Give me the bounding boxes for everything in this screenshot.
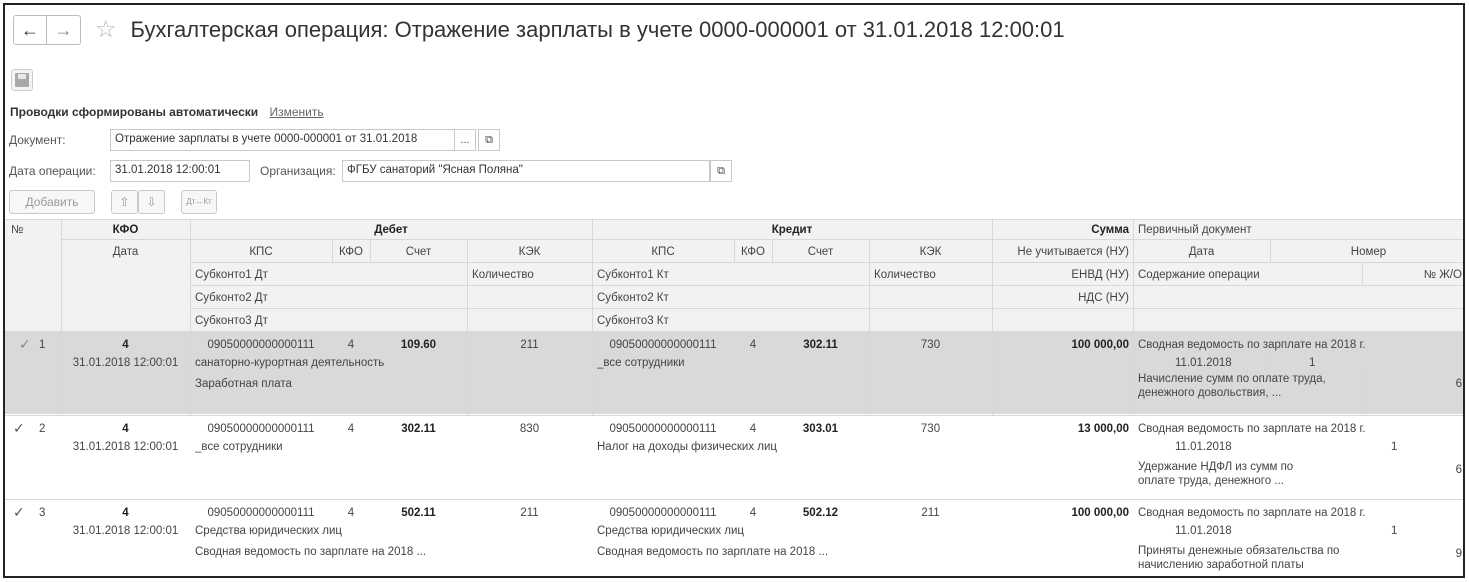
row-date: 31.01.2018 12:00:01 bbox=[72, 357, 179, 369]
organization-label: Организация: bbox=[260, 164, 336, 178]
row-kt-subconto1: _все сотрудники bbox=[597, 357, 685, 369]
row-doc-number: 1 bbox=[1309, 357, 1316, 369]
header-no: № bbox=[11, 224, 24, 236]
row-kfo: 4 bbox=[122, 507, 129, 519]
header-doc-number: Номер bbox=[1350, 246, 1387, 258]
header-subconto1-kt: Субконто1 Кт bbox=[597, 269, 669, 281]
organization-field[interactable]: ФГБУ санаторий "Ясная Поляна" bbox=[342, 160, 710, 182]
row-dt-kps: 09050000000000111 bbox=[207, 339, 315, 351]
header-kt-quantity: Количество bbox=[874, 269, 936, 281]
row-content: Приняты денежные обязательства по начислению заработной платы bbox=[1138, 545, 1340, 571]
arrow-right-icon: → bbox=[54, 19, 73, 40]
page-title: Бухгалтерская операция: Отражение зарплаты в учете 0000-000001 от 31.01.2018 12:00:01 bbox=[130, 17, 1065, 42]
row-journal-no: 6 bbox=[1455, 464, 1462, 476]
row-dt-subconto1: _все сотрудники bbox=[195, 441, 283, 453]
header-envd: ЕНВД (НУ) bbox=[1071, 269, 1129, 281]
document-select-button[interactable] bbox=[454, 129, 476, 151]
save-button[interactable] bbox=[11, 69, 33, 91]
row-doc-title: Сводная ведомость по зарплате на 2018 г. bbox=[1138, 339, 1366, 351]
row-dt-account: 302.11 bbox=[401, 423, 436, 435]
move-down-button[interactable] bbox=[138, 190, 165, 214]
header-debit: Дебет bbox=[374, 224, 408, 236]
document-open-button[interactable] bbox=[478, 129, 500, 151]
open-window-icon: ⧉ bbox=[485, 133, 493, 146]
arrow-left-icon: ← bbox=[21, 19, 39, 40]
checkmark-icon[interactable]: ✓ bbox=[13, 420, 25, 436]
header-dt-kfo: КФО bbox=[339, 246, 363, 258]
header-kt-kfo: КФО bbox=[741, 246, 765, 258]
header-dt-kek: КЭК bbox=[518, 246, 541, 258]
row-dt-kfo: 4 bbox=[347, 339, 355, 351]
title-bar bbox=[13, 15, 1065, 45]
row-sum: 13 000,00 bbox=[1077, 423, 1129, 435]
row-kt-kfo: 4 bbox=[749, 423, 757, 435]
row-kfo: 4 bbox=[122, 423, 129, 435]
row-journal-no: 9 bbox=[1455, 548, 1462, 560]
header-kfo: КФО bbox=[112, 224, 139, 236]
row-kt-subconto1: Налог на доходы физических лиц bbox=[597, 441, 778, 453]
row-dt-kfo: 4 bbox=[347, 507, 355, 519]
header-dt-account: Счет bbox=[405, 246, 432, 258]
row-kt-kps: 09050000000000111 bbox=[609, 423, 717, 435]
header-dt-quantity: Количество bbox=[472, 269, 534, 281]
star-icon[interactable]: ☆ bbox=[95, 16, 117, 43]
row-kt-account: 303.01 bbox=[802, 423, 839, 435]
header-kt-account: Счет bbox=[807, 246, 834, 258]
checkmark-icon[interactable]: ✓ bbox=[19, 336, 31, 352]
row-dt-subconto2: Сводная ведомость по зарплате на 2018 ... bbox=[195, 546, 427, 558]
arrow-up-icon: ⇧ bbox=[119, 195, 130, 209]
row-kt-kek: 730 bbox=[920, 423, 941, 435]
change-link[interactable]: Изменить bbox=[269, 105, 324, 119]
document-label: Документ: bbox=[9, 133, 66, 147]
row-dt-kps: 09050000000000111 bbox=[207, 423, 315, 435]
row-kt-kps: 09050000000000111 bbox=[609, 339, 717, 351]
row-journal-no: 6 bbox=[1455, 378, 1462, 390]
header-primary-doc: Первичный документ bbox=[1138, 224, 1252, 236]
row-dt-account: 109.60 bbox=[400, 339, 437, 351]
row-kt-kps: 09050000000000111 bbox=[609, 507, 717, 519]
row-doc-number: 1 bbox=[1391, 441, 1398, 453]
row-number: 2 bbox=[39, 423, 46, 435]
header-subconto3-kt: Субконто3 Кт bbox=[597, 315, 669, 327]
row-doc-date: 11.01.2018 bbox=[1175, 525, 1232, 537]
status-line bbox=[10, 105, 324, 119]
forward-button[interactable] bbox=[47, 15, 81, 45]
row-kt-account: 502.12 bbox=[802, 507, 839, 519]
header-kt-kps: КПС bbox=[651, 246, 675, 258]
header-credit: Кредит bbox=[771, 224, 813, 236]
row-kt-subconto2: Сводная ведомость по зарплате на 2018 ... bbox=[597, 546, 829, 558]
row-kt-kfo: 4 bbox=[749, 339, 757, 351]
row-dt-kek: 211 bbox=[520, 507, 539, 519]
row-kt-kek: 211 bbox=[921, 507, 940, 519]
header-journal-no: № Ж/О bbox=[1423, 269, 1462, 281]
add-button[interactable] bbox=[9, 190, 95, 214]
row-dt-kfo: 4 bbox=[347, 423, 355, 435]
arrow-down-icon: ⇩ bbox=[146, 195, 157, 209]
status-text: Проводки сформированы автоматически bbox=[10, 105, 259, 119]
row-doc-number: 1 bbox=[1391, 525, 1398, 537]
open-window-icon: ⧉ bbox=[717, 164, 725, 177]
row-doc-date: 11.01.2018 bbox=[1175, 441, 1232, 453]
row-sum: 100 000,00 bbox=[1071, 339, 1129, 351]
header-subconto2-dt: Субконто2 Дт bbox=[195, 292, 268, 304]
document-window bbox=[3, 3, 1465, 578]
header-kt-kek: КЭК bbox=[919, 246, 942, 258]
floppy-icon bbox=[15, 73, 29, 87]
organization-open-button[interactable] bbox=[710, 160, 732, 182]
row-doc-title: Сводная ведомость по зарплате на 2018 г. bbox=[1138, 423, 1366, 435]
row-kfo: 4 bbox=[122, 339, 129, 351]
header-doc-date: Дата bbox=[1188, 246, 1215, 258]
row-dt-subconto1: санаторно-курортная деятельность bbox=[195, 357, 385, 369]
row-dt-kek: 830 bbox=[519, 423, 540, 435]
row-number: 1 bbox=[39, 339, 46, 351]
header-sum: Сумма bbox=[1091, 224, 1129, 236]
add-button-label: Добавить bbox=[25, 195, 79, 209]
ellipsis-icon: ... bbox=[460, 134, 470, 146]
row-kt-kek: 730 bbox=[920, 339, 941, 351]
row-dt-subconto1: Средства юридических лиц bbox=[195, 525, 342, 537]
row-kt-kfo: 4 bbox=[749, 507, 757, 519]
date-field[interactable]: 31.01.2018 12:00:01 bbox=[110, 160, 250, 182]
row-date: 31.01.2018 12:00:01 bbox=[72, 525, 179, 537]
row-content: Начисление сумм по оплате труда, денежного довольствия, ... bbox=[1138, 373, 1326, 399]
date-label: Дата операции: bbox=[9, 164, 96, 178]
move-up-button[interactable] bbox=[111, 190, 138, 214]
swap-dt-kt-button[interactable] bbox=[181, 190, 217, 214]
document-field[interactable]: Отражение зарплаты в учете 0000-000001 от 31.01.2018 bbox=[110, 129, 455, 151]
row-doc-title: Сводная ведомость по зарплате на 2018 г. bbox=[1138, 507, 1366, 519]
row-sum: 100 000,00 bbox=[1071, 507, 1129, 519]
header-subconto3-dt: Субконто3 Дт bbox=[195, 315, 268, 327]
header-dt-kps: КПС bbox=[249, 246, 273, 258]
row-date: 31.01.2018 12:00:01 bbox=[72, 441, 179, 453]
header-subconto1-dt: Субконто1 Дт bbox=[195, 269, 268, 281]
row-dt-kek: 211 bbox=[520, 339, 539, 351]
header-not-counted: Не учитывается (НУ) bbox=[1017, 246, 1129, 258]
back-button[interactable] bbox=[13, 15, 47, 45]
header-content: Содержание операции bbox=[1138, 269, 1260, 281]
dt-kt-swap-icon: Дт↔Кт bbox=[186, 197, 212, 206]
row-kt-subconto1: Средства юридических лиц bbox=[597, 525, 744, 537]
header-vat: НДС (НУ) bbox=[1078, 292, 1129, 304]
row-dt-account: 502.11 bbox=[401, 507, 436, 519]
header-subconto2-kt: Субконто2 Кт bbox=[597, 292, 669, 304]
row-dt-subconto2: Заработная плата bbox=[195, 378, 292, 390]
row-doc-date: 11.01.2018 bbox=[1175, 357, 1232, 369]
header-date: Дата bbox=[112, 246, 139, 258]
row-number: 3 bbox=[39, 507, 46, 519]
row-content: Удержание НДФЛ из сумм по оплате труда, денежного ... bbox=[1138, 461, 1294, 487]
row-kt-account: 302.11 bbox=[803, 339, 838, 351]
row-dt-kps: 09050000000000111 bbox=[207, 507, 315, 519]
checkmark-icon[interactable]: ✓ bbox=[13, 504, 25, 520]
